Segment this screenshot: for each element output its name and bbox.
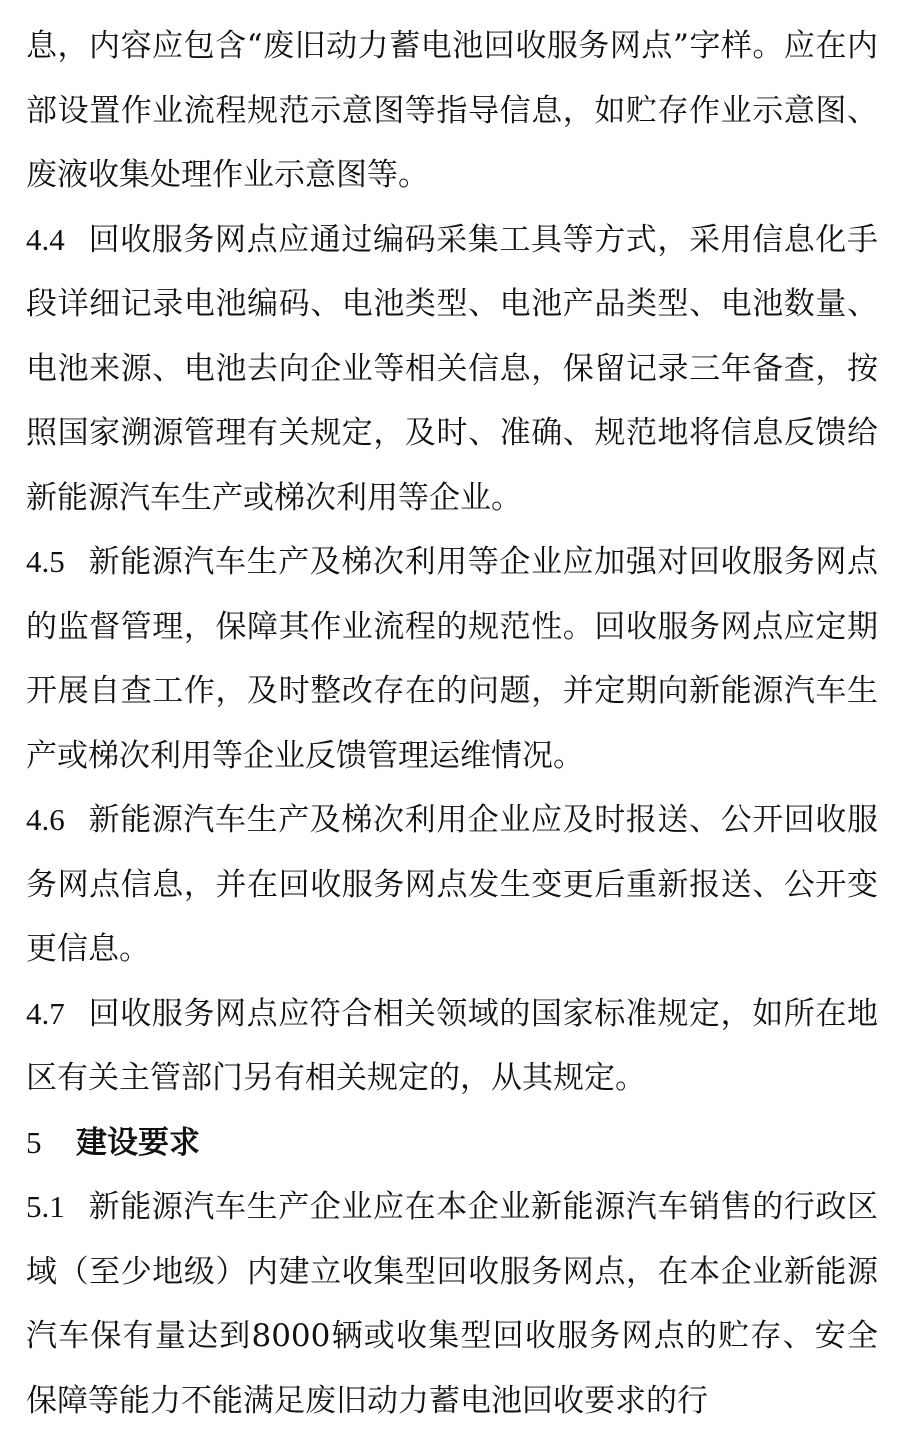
clause-text: 新能源汽车生产及梯次利用企业应及时报送、公开回收服务网点信息，并在回收服务网点发生变更后重新报送、公开变更信息。 xyxy=(26,802,878,967)
clause-4-5 xyxy=(26,530,878,788)
clause-text: 新能源汽车生产企业应在本企业新能源汽车销售的行政区域（至少地级）内建立收集型回收服务网点，在本企业新能源汽车保有量达到8000辆或收集型回收服务网点的贮存、安全保障等能力不能满足废旧动力蓄电池回收要求的行 xyxy=(26,1189,878,1419)
clause-4-6 xyxy=(26,788,878,982)
clause-4-4 xyxy=(26,208,878,531)
clause-number: 4.7 xyxy=(26,995,65,1031)
paragraph-continued xyxy=(26,14,878,208)
section-title: 建设要求 xyxy=(76,1124,200,1161)
clause-number: 4.5 xyxy=(26,544,65,579)
clause-5-1 xyxy=(26,1175,878,1433)
paragraph-text: 息，内容应包含“废旧动力蓄电池回收服务网点”字样。应在内部设置作业流程规范示意图等指导信息，如贮存作业示意图、废液收集处理作业示意图等。 xyxy=(26,28,878,193)
clause-number: 4.4 xyxy=(26,221,65,257)
clause-text: 新能源汽车生产及梯次利用等企业应加强对回收服务网点的监督管理，保障其作业流程的规范性。回收服务网点应定期开展自查工作，及时整改存在的问题，并定期向新能源汽车生产或梯次利用等企业反馈管理运维情况。 xyxy=(26,544,878,774)
clause-number: 5.1 xyxy=(26,1189,65,1224)
section-number: 5 xyxy=(26,1124,42,1160)
clause-text: 回收服务网点应通过编码采集工具等方式，采用信息化手段详细记录电池编码、电池类型、电池产品类型、电池数量、电池来源、电池去向企业等相关信息，保留记录三年备查，按照国家溯源管理有关规定，及时、准确、规范地将信息反馈给新能源汽车生产或梯次利用等企业。 xyxy=(26,221,878,516)
clause-number: 4.6 xyxy=(26,802,65,837)
document-page xyxy=(26,14,878,1433)
section-heading-5 xyxy=(26,1111,878,1176)
clause-text: 回收服务网点应符合相关领域的国家标准规定，如所在地区有关主管部门另有相关规定的，从其规定。 xyxy=(26,995,878,1096)
clause-4-7 xyxy=(26,982,878,1111)
